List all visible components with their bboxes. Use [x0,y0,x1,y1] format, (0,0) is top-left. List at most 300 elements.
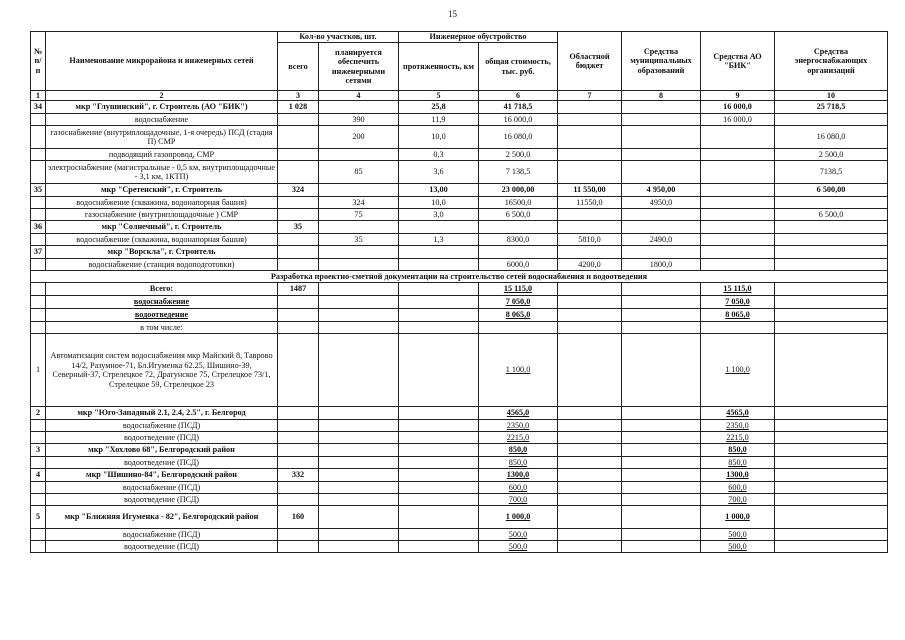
cell-name: водоснабжение (ПСД) [46,529,278,541]
cell-energy [775,506,888,529]
cell-municipal [622,161,701,184]
cell-planned [319,309,399,322]
table-row [31,334,888,407]
table-row [31,259,888,271]
cell-name: водоснабжение (скважина, водонапорная башня) [46,234,278,246]
table-row [31,420,888,432]
cell-bik: 600,0 [701,482,775,494]
cell-total [278,432,319,444]
table-row [31,161,888,184]
cell-bik [701,234,775,246]
cell-length [399,296,479,309]
cell-num [31,234,46,246]
cell-municipal: 1800,0 [622,259,701,271]
table-row [31,407,888,420]
section-title: Разработка проектно-сметной документации на строительство сетей водоснабжения и водоотведения [31,271,888,283]
cell-energy: 7138,5 [775,161,888,184]
cell-energy [775,420,888,432]
column-number-row [31,91,888,101]
page-number: 15 [448,9,457,19]
cell-name: водоснабжение (ПСД) [46,420,278,432]
cell-name: подводящий газопровод, СМР [46,149,278,161]
cell-bik: 850,0 [701,444,775,457]
cell-energy [775,457,888,469]
table-row [31,149,888,161]
cell-energy [775,296,888,309]
cell-bik [701,322,775,334]
cell-num [31,296,46,309]
cell-energy [775,469,888,482]
cell-cost: 41 718,5 [479,101,558,114]
cell-municipal [622,209,701,221]
cell-length: 11,9 [399,114,479,126]
cell-cost: 7 050,0 [479,296,558,309]
cell-name: электроснабжение (магистральные - 0,5 км, внутриплощадочные - 3,1 км, 1КТП) [46,161,278,184]
cell-name: газоснабжение (внутриплощадочные ) СМР [46,209,278,221]
cell-energy: 16 080,0 [775,126,888,149]
cell-bik: 1 000,0 [701,506,775,529]
cell-bik [701,161,775,184]
table-row [31,494,888,506]
cell-energy [775,494,888,506]
column-number: 8 [622,91,701,101]
header-plots-planned: планируется обеспечить инженерными сетями [319,43,399,91]
cell-energy [775,407,888,420]
column-number: 7 [558,91,622,101]
cell-planned [319,420,399,432]
cell-planned [319,482,399,494]
cell-length [399,283,479,296]
cell-cost: 1300,0 [479,469,558,482]
cell-name: водоснабжение [46,114,278,126]
cell-length: 3,6 [399,161,479,184]
cell-regional [558,432,622,444]
cell-regional [558,457,622,469]
cell-total: 1 028 [278,101,319,114]
cell-cost: 2350,0 [479,420,558,432]
cell-name: мкр "Ближняя Игуменка - 82", Белгородский район [46,506,278,529]
cell-name: водоснабжение (скважина, водонапорная башня) [46,197,278,209]
cell-regional [558,126,622,149]
cell-num [31,126,46,149]
cell-total [278,541,319,553]
cell-num [31,161,46,184]
cell-cost: 850,0 [479,457,558,469]
cell-municipal [622,334,701,407]
cell-cost [479,246,558,259]
cell-bik: 7 050,0 [701,296,775,309]
cell-length [399,506,479,529]
table-row [31,101,888,114]
cell-cost: 6 500,0 [479,209,558,221]
cell-num [31,529,46,541]
header-row-1 [31,32,888,43]
cell-name: газоснабжение (внутриплощадочные, 1-я очередь) ПСД (стадия П) СМР [46,126,278,149]
column-number: 6 [479,91,558,101]
cell-num [31,309,46,322]
cell-num [31,432,46,444]
cell-total [278,259,319,271]
cell-planned: 35 [319,234,399,246]
table-row [31,506,888,529]
table-body [31,32,888,553]
cell-cost: 16500,0 [479,197,558,209]
cell-num [31,420,46,432]
cell-energy [775,529,888,541]
cell-municipal [622,309,701,322]
cell-regional [558,309,622,322]
cell-name: водоотведение (ПСД) [46,494,278,506]
cell-bik [701,149,775,161]
cell-length [399,529,479,541]
table-row [31,197,888,209]
cell-num: 2 [31,407,46,420]
cell-name: водоотведение (ПСД) [46,457,278,469]
cell-bik: 15 115,0 [701,283,775,296]
cell-length: 3,0 [399,209,479,221]
cell-energy: 6 500,0 [775,209,888,221]
cell-total [278,296,319,309]
cell-length [399,444,479,457]
cell-length: 1,3 [399,234,479,246]
cell-energy [775,221,888,234]
cell-planned [319,322,399,334]
cell-energy: 25 718,5 [775,101,888,114]
cell-name: водоотведение [46,309,278,322]
cell-total [278,309,319,322]
header-plots-group: Кол-во участков, шт. [278,32,399,43]
cell-planned [319,101,399,114]
cell-name: мкр "Солнечный", г. Строитель [46,221,278,234]
table-row [31,309,888,322]
table-row [31,221,888,234]
cell-energy [775,246,888,259]
cell-cost: 15 115,0 [479,283,558,296]
cell-total: 324 [278,184,319,197]
cell-bik [701,246,775,259]
cell-regional [558,334,622,407]
cell-planned [319,469,399,482]
table-row [31,322,888,334]
column-number: 3 [278,91,319,101]
table-row [31,209,888,221]
cell-length [399,541,479,553]
cell-municipal [622,457,701,469]
cell-regional [558,482,622,494]
cell-num [31,209,46,221]
cell-energy [775,432,888,444]
cell-energy [775,444,888,457]
cell-cost [479,322,558,334]
cell-num: 3 [31,444,46,457]
cell-total: 332 [278,469,319,482]
cell-total [278,209,319,221]
header-engineering-group: Инженерное обустройство [399,32,558,43]
header-bik: Средства АО "БИК" [701,32,775,91]
cell-cost: 8300,0 [479,234,558,246]
header-total-cost: общая стоимость, тыс. руб. [479,43,558,91]
cell-regional [558,494,622,506]
cell-bik: 4565,0 [701,407,775,420]
cell-municipal [622,432,701,444]
cell-name: мкр "Юго-Западный 2.1, 2.4, 2.5", г. Белгород [46,407,278,420]
cell-energy [775,309,888,322]
cell-planned [319,541,399,553]
cell-length [399,432,479,444]
column-number: 4 [319,91,399,101]
header-num: № п/п [31,32,46,91]
cell-total [278,420,319,432]
cell-total [278,494,319,506]
cell-bik: 16 000,0 [701,101,775,114]
cell-num [31,259,46,271]
cell-planned [319,457,399,469]
cell-municipal: 4 950,00 [622,184,701,197]
cell-planned: 75 [319,209,399,221]
cell-total [278,114,319,126]
cell-cost: 500,0 [479,529,558,541]
cell-municipal [622,541,701,553]
cell-name: мкр "Сретенский", г. Строитель [46,184,278,197]
cell-regional [558,283,622,296]
cell-municipal [622,482,701,494]
column-number: 5 [399,91,479,101]
header-municipal: Средства муниципальных образований [622,32,701,91]
cell-num: 4 [31,469,46,482]
header-name: Наименование микрорайона и инженерных сетей [46,32,278,91]
cell-bik [701,209,775,221]
cell-regional [558,209,622,221]
cell-total [278,482,319,494]
cell-total [278,444,319,457]
cell-municipal: 2490,0 [622,234,701,246]
cell-planned [319,334,399,407]
cell-bik: 2215,0 [701,432,775,444]
cell-bik: 850,0 [701,457,775,469]
cell-name: мкр "Глушинский", г. Строитель (АО "БИК") [46,101,278,114]
cell-length: 25,8 [399,101,479,114]
cell-regional [558,541,622,553]
cell-municipal [622,246,701,259]
cell-cost: 16 000,0 [479,114,558,126]
column-number: 10 [775,91,888,101]
cell-cost: 1 100,0 [479,334,558,407]
cell-regional [558,296,622,309]
cell-length: 10,0 [399,126,479,149]
cell-municipal [622,126,701,149]
cell-total [278,334,319,407]
header-plots-total: всего [278,43,319,91]
cell-energy [775,334,888,407]
cell-name: водоснабжение (станция водоподготовки) [46,259,278,271]
cell-municipal [622,494,701,506]
table-row [31,444,888,457]
cell-municipal [622,469,701,482]
cell-num: 36 [31,221,46,234]
table-row [31,283,888,296]
cell-regional [558,529,622,541]
cell-length [399,309,479,322]
cell-num [31,114,46,126]
cell-regional: 11 550,00 [558,184,622,197]
cell-name: Всего: [46,283,278,296]
table-row [31,114,888,126]
cell-total [278,197,319,209]
cell-bik [701,221,775,234]
cell-num: 5 [31,506,46,529]
cell-total: 160 [278,506,319,529]
cell-regional [558,322,622,334]
cell-energy [775,283,888,296]
cell-cost: 8 065,0 [479,309,558,322]
cell-length [399,482,479,494]
cell-regional [558,469,622,482]
cell-cost: 850,0 [479,444,558,457]
cell-municipal [622,101,701,114]
cell-cost: 16 080,0 [479,126,558,149]
cell-name: в том числе: [46,322,278,334]
cell-total [278,457,319,469]
cell-cost: 7 138,5 [479,161,558,184]
cell-municipal [622,322,701,334]
cell-energy [775,541,888,553]
table-row [31,432,888,444]
cell-energy [775,234,888,246]
cell-cost: 1 000,0 [479,506,558,529]
cell-cost: 4565,0 [479,407,558,420]
cell-total [278,149,319,161]
cell-bik [701,126,775,149]
cell-planned [319,283,399,296]
column-number: 9 [701,91,775,101]
table-row [31,457,888,469]
cell-municipal [622,296,701,309]
cell-bik: 2350,0 [701,420,775,432]
cell-regional [558,101,622,114]
table-row [31,482,888,494]
cell-municipal [622,283,701,296]
cell-bik: 8 065,0 [701,309,775,322]
cell-cost: 700,0 [479,494,558,506]
cell-planned [319,529,399,541]
cell-energy [775,259,888,271]
cell-total [278,246,319,259]
cell-regional [558,114,622,126]
cell-length [399,259,479,271]
cell-total [278,529,319,541]
cell-num [31,149,46,161]
cell-name: Автоматизация систем водоснабжения мкр Майский 8, Таврово 14/2, Разумное-71, Бл.Игуменка 62.25, Шишино-39, Северный-37, Стрелецкое 72, Драгунское 75, Стрелецкое 73/1, Стрелецкое 59, Стрелецкое 23 [46,334,278,407]
table-row [31,126,888,149]
cell-energy [775,114,888,126]
cell-bik: 700,0 [701,494,775,506]
cell-cost: 500,0 [479,541,558,553]
header-length: протяженность, км [399,43,479,91]
table-row [31,529,888,541]
table-row [31,246,888,259]
cell-planned [319,221,399,234]
cell-planned: 324 [319,197,399,209]
cell-name: водоснабжение (ПСД) [46,482,278,494]
cell-name: мкр "Ворскла", г. Строитель [46,246,278,259]
cell-num [31,541,46,553]
cell-num: 37 [31,246,46,259]
cell-planned [319,184,399,197]
cell-bik [701,184,775,197]
cell-bik [701,197,775,209]
cell-energy [775,197,888,209]
cell-name: водоотведение (ПСД) [46,432,278,444]
cell-bik: 16 000,0 [701,114,775,126]
cell-planned [319,494,399,506]
cell-planned: 85 [319,161,399,184]
cell-planned [319,259,399,271]
cell-length [399,334,479,407]
cell-planned: 390 [319,114,399,126]
cell-regional: 11550,0 [558,197,622,209]
cell-length [399,469,479,482]
cell-energy: 6 500,00 [775,184,888,197]
cell-regional [558,407,622,420]
cell-regional [558,221,622,234]
cell-length [399,322,479,334]
cell-name: мкр "Хохлово 68", Белгородский район [46,444,278,457]
cell-num: 34 [31,101,46,114]
cell-length: 13,00 [399,184,479,197]
cell-planned [319,506,399,529]
cell-length [399,407,479,420]
cell-regional [558,246,622,259]
cell-num [31,457,46,469]
cell-total: 1487 [278,283,319,296]
cell-energy [775,482,888,494]
cell-total [278,234,319,246]
cell-length [399,457,479,469]
cell-energy [775,322,888,334]
cell-bik [701,259,775,271]
table-row [31,296,888,309]
cell-municipal [622,407,701,420]
cell-planned: 200 [319,126,399,149]
column-number: 2 [46,91,278,101]
cell-planned [319,149,399,161]
cell-num: 35 [31,184,46,197]
section-row [31,271,888,283]
cell-municipal [622,221,701,234]
infrastructure-table [30,31,888,553]
cell-length: 10,0 [399,197,479,209]
cell-num [31,482,46,494]
table-row [31,184,888,197]
cell-cost: 6000,0 [479,259,558,271]
cell-regional: 4200,0 [558,259,622,271]
cell-name: водоснабжение [46,296,278,309]
cell-planned [319,444,399,457]
cell-planned [319,296,399,309]
table-row [31,469,888,482]
cell-municipal: 4950,0 [622,197,701,209]
cell-length [399,420,479,432]
cell-total [278,126,319,149]
column-number: 1 [31,91,46,101]
table-row [31,234,888,246]
cell-municipal [622,420,701,432]
cell-cost: 600,0 [479,482,558,494]
cell-num [31,322,46,334]
cell-cost: 2215,0 [479,432,558,444]
cell-municipal [622,149,701,161]
cell-planned [319,432,399,444]
